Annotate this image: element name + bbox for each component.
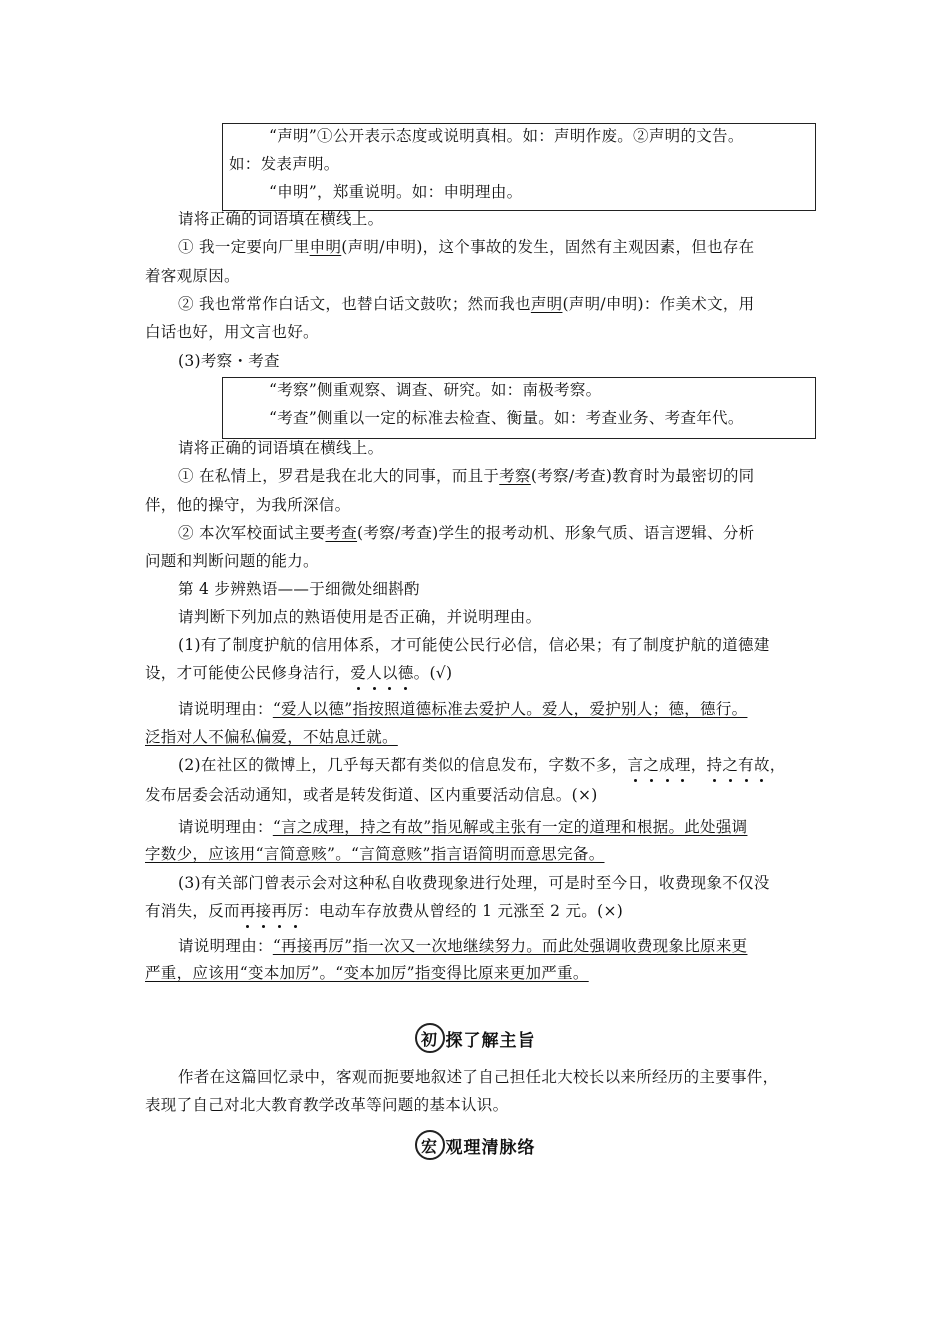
question-line — [178, 465, 810, 487]
idiom-char: 以 — [382, 664, 398, 682]
reason-answer: “再接再厉”指一次又一次地继续努力。而此处强调收费现象比原来更 — [272, 937, 748, 955]
text: 。(√) — [413, 664, 453, 682]
dotted-idiom — [707, 756, 770, 774]
text: (声明/申明)：作美术文，用 — [562, 295, 755, 313]
question-line: 白话也好，用文言也好。 — [145, 323, 319, 341]
box-line: “考察”侧重观察、调查、研究。如：南极考察。 — [269, 381, 602, 399]
idiom-char: 接 — [255, 902, 272, 920]
answer: 声明 — [530, 295, 563, 313]
item-line: (3)有关部门曾表示会对这种私自收费现象进行处理，可是时至今日，收费现象不仅没 — [178, 874, 770, 892]
step-title: 第 4 步辨熟语——于细微处细斟酌 — [178, 580, 420, 598]
box-line: 如：发表声明。 — [229, 155, 340, 173]
definition-box-shengming — [222, 123, 816, 211]
answer: 申明 — [309, 238, 342, 256]
summary-line: 作者在这篇回忆录中，客观而扼要地叙述了自己担任北大校长以来所经历的主要事件， — [178, 1068, 779, 1086]
dotted-idiom — [240, 902, 303, 920]
item-line — [178, 754, 810, 776]
text: (2)在社区的微博上，几乎每天都有类似的信息发布，字数不多， — [178, 756, 628, 774]
question-line — [178, 236, 810, 258]
text: 有消失，反而 — [145, 902, 240, 920]
summary-line: 表现了自己对北大教育教学改革等问题的基本认识。 — [145, 1096, 509, 1114]
reason-answer: 严重，应该用“变本加厉”。“变本加厉”指变得比原来更加严重。 — [145, 964, 589, 982]
reason-line — [178, 816, 810, 838]
item-line: 发布居委会活动通知，或者是转发街道、区内重要活动信息。(×) — [145, 786, 598, 804]
reason-line — [145, 726, 810, 748]
prompt: 请判断下列加点的熟语使用是否正确，并说明理由。 — [178, 608, 542, 626]
heading-circle-char: 宏 — [415, 1130, 445, 1160]
heading-text: 探了解主旨 — [445, 1030, 536, 1051]
definition-box-kaocha — [222, 377, 816, 439]
prompt: 请将正确的词语填在横线上。 — [178, 439, 384, 457]
reason-line — [178, 698, 810, 720]
idiom-char: 理 — [674, 756, 691, 774]
idiom-char: 成 — [659, 756, 675, 774]
dotted-idiom — [350, 664, 413, 682]
prompt: 请将正确的词语填在横线上。 — [178, 210, 384, 228]
item-line: (1)有了制度护航的信用体系，才可能使公民行必信，信必果；有了制度护航的道德建 — [178, 636, 770, 654]
idiom-char: 再 — [271, 902, 288, 920]
question-line — [178, 522, 810, 544]
text: 设，才可能使公民修身洁行， — [145, 664, 351, 682]
idiom-char: 有 — [738, 756, 754, 774]
answer: 考查 — [325, 524, 358, 542]
text: ， — [690, 756, 707, 774]
section-title: (3)考察・考查 — [178, 352, 280, 370]
answer: 考察 — [499, 467, 531, 485]
idiom-char: 持 — [706, 756, 723, 774]
heading-text: 观理清脉络 — [445, 1137, 536, 1158]
idiom-char: 故 — [753, 756, 770, 774]
reason-line — [178, 935, 810, 957]
section-heading-structure — [0, 1130, 950, 1160]
text: ， — [769, 756, 786, 774]
dotted-idiom — [627, 756, 690, 774]
reason-line — [145, 962, 810, 984]
question-line: 问题和判断问题的能力。 — [145, 552, 319, 570]
question-line — [178, 293, 810, 315]
text: ② 本次军校面试主要 — [178, 524, 326, 542]
reason-label: 请说明理由： — [178, 937, 273, 955]
text: (考察/考查)教育时为最密切的同 — [530, 467, 755, 485]
text: ① 我一定要向厂里 — [178, 238, 310, 256]
idiom-char: 言 — [627, 756, 644, 774]
box-line: “声明”①公开表示态度或说明真相。如：声明作废。②声明的文告。 — [269, 127, 744, 145]
idiom-char: 厉 — [287, 902, 304, 920]
idiom-char: 德 — [397, 664, 414, 682]
reason-answer: “爱人以德”指按照道德标准去爱护人。爱人，爱护别人；德，德行。 — [272, 700, 748, 718]
section-heading-main-idea — [0, 1023, 950, 1053]
text: ：电动车存放费从曾经的 1 元涨至 2 元。(×) — [303, 902, 624, 920]
idiom-char: 爱 — [350, 664, 367, 682]
reason-label: 请说明理由： — [178, 818, 273, 836]
reason-label: 请说明理由： — [178, 700, 273, 718]
text: (声明/申明)，这个事故的发生，固然有主观因素，但也存在 — [341, 238, 755, 256]
item-line — [145, 662, 810, 684]
item-line — [145, 900, 810, 922]
text: (考察/考查)学生的报考动机、形象气质、语言逻辑、分析 — [357, 524, 755, 542]
text: ① 在私情上，罗君是我在北大的同事，而且于 — [178, 467, 500, 485]
box-line: “考查”侧重以一定的标准去检查、衡量。如：考查业务、考查年代。 — [269, 409, 744, 427]
idiom-char: 再 — [239, 902, 256, 920]
idiom-char: 人 — [366, 664, 383, 682]
text: ② 我也常常作白话文，也替白话文鼓吹；然而我也 — [178, 295, 531, 313]
reason-answer: “言之成理，持之有故”指见解或主张有一定的道理和根据。此处强调 — [272, 818, 748, 836]
question-line: 伴，他的操守，为我所深信。 — [145, 496, 351, 514]
reason-answer: 泛指对人不偏私偏爱，不姑息迁就。 — [145, 728, 398, 746]
question-line: 着客观原因。 — [145, 267, 240, 285]
reason-answer: 字数少，应该用“言简意赅”。“言简意赅”指言语简明而意思完备。 — [145, 845, 605, 863]
heading-circle-char: 初 — [415, 1023, 445, 1053]
idiom-char: 之 — [722, 756, 739, 774]
idiom-char: 之 — [643, 756, 660, 774]
box-line: “申明”，郑重说明。如：申明理由。 — [269, 183, 523, 201]
reason-line — [145, 843, 810, 865]
